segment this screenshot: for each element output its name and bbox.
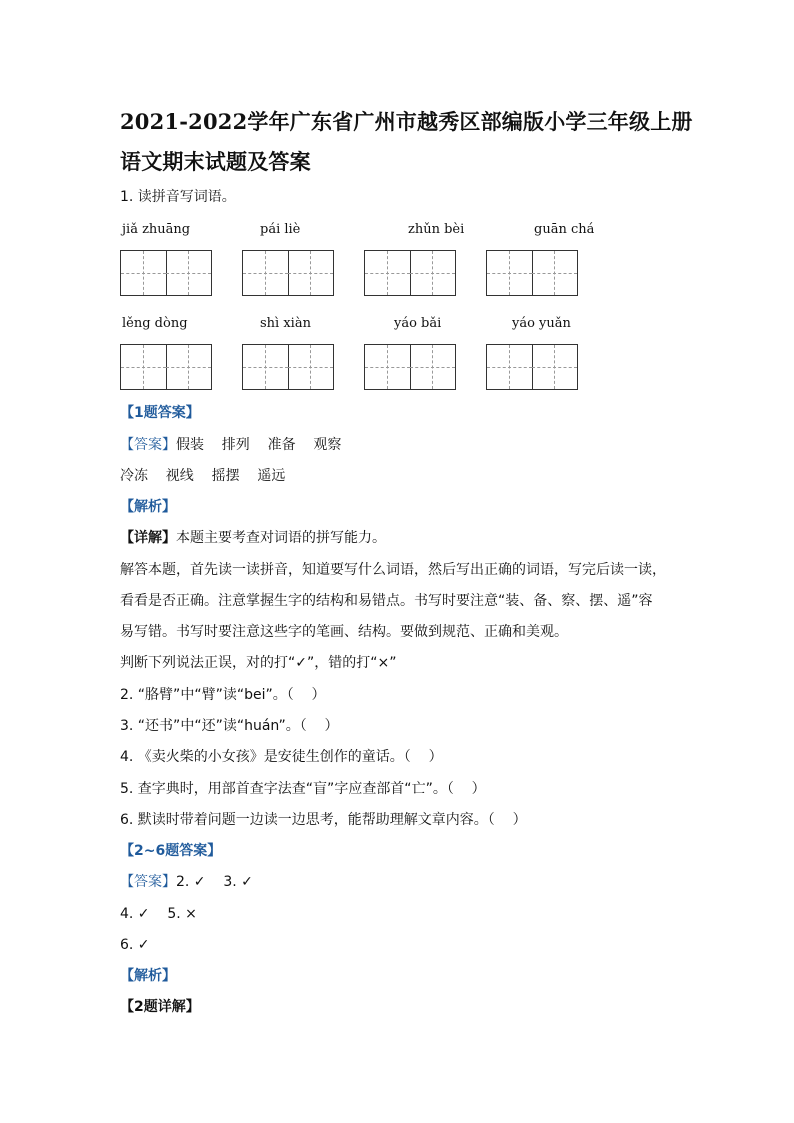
answer-tag: 【答案】 — [120, 437, 176, 453]
writing-grid-8[interactable] — [486, 344, 578, 390]
writing-grid-5[interactable] — [120, 344, 212, 390]
writing-grid-3[interactable] — [364, 250, 456, 296]
detail-2-header: 【2题详解】 — [120, 999, 200, 1015]
answer-1-header: 【1题答案】 — [120, 405, 200, 421]
answer-2-6-row-3: 6. ✓ — [120, 937, 150, 953]
answer-2-6-row-2: 4. ✓ 5. × — [120, 906, 197, 922]
questions-2-6-instruction: 判断下列说法正误，对的打“✓”，错的打“×” — [120, 655, 397, 671]
pinyin-6: shì xiàn — [260, 316, 311, 331]
pinyin-8: yáo yuǎn — [512, 316, 571, 331]
detail-tag: 【详解】 — [120, 530, 176, 546]
analysis-1-tag: 【解析】 — [120, 499, 176, 515]
answer-2-6-line-1 — [120, 873, 253, 891]
question-6: 6. 默读时带着问题一边读一边思考，能帮助理解文章内容。（ ） — [120, 812, 527, 828]
document-title-line-2: 语文期末试题及答案 — [120, 149, 311, 174]
detail-1-line — [120, 529, 386, 547]
writing-grid-7[interactable] — [364, 344, 456, 390]
pinyin-5: lěng dòng — [122, 316, 188, 331]
analysis-paragraph-line-3: 易写错。书写时要注意这些字的笔画、结构。要做到规范、正确和美观。 — [120, 624, 568, 640]
writing-grid-6[interactable] — [242, 344, 334, 390]
answer-2-6-row-1: 2. ✓ 3. ✓ — [176, 874, 253, 890]
writing-grid-1[interactable] — [120, 250, 212, 296]
question-5: 5. 查字典时，用部首查字法查“盲”字应查部首“亡”。（ ） — [120, 781, 486, 797]
question-4: 4. 《卖火柴的小女孩》是安徒生创作的童话。（ ） — [120, 749, 443, 765]
pinyin-3: zhǔn bèi — [408, 222, 465, 237]
answer-1-words-row-1: 假装 排列 准备 观察 — [176, 437, 342, 453]
question-3: 3. “还书”中“还”读“huán”。（ ） — [120, 718, 339, 734]
pinyin-2: pái liè — [260, 222, 301, 237]
detail-1-text: 本题主要考查对词语的拼写能力。 — [176, 530, 386, 546]
answer-1-line-1 — [120, 436, 341, 454]
answer-1-words-row-2: 冷冻 视线 摇摆 遥远 — [120, 468, 286, 484]
writing-grid-2[interactable] — [242, 250, 334, 296]
pinyin-4: guān chá — [534, 222, 595, 237]
analysis-paragraph-line-2: 看看是否正确。注意掌握生字的结构和易错点。书写时要注意“装、备、察、摆、遥”容 — [120, 593, 653, 609]
analysis-2-6-tag: 【解析】 — [120, 968, 176, 984]
answer-2-6-header: 【2~6题答案】 — [120, 843, 222, 859]
document-title-line-1: 2021-2022学年广东省广州市越秀区部编版小学三年级上册 — [120, 109, 693, 134]
pinyin-7: yáo bǎi — [394, 316, 442, 331]
question-2: 2. “胳臂”中“臂”读“bei”。（ ） — [120, 687, 326, 703]
answer-tag: 【答案】 — [120, 874, 176, 890]
analysis-paragraph-line-1: 解答本题，首先读一读拼音，知道要写什么词语，然后写出正确的词语，写完后读一读， — [120, 562, 666, 578]
pinyin-1: jiǎ zhuāng — [122, 222, 191, 237]
question-1-prompt: 1. 读拼音写词语。 — [120, 189, 236, 205]
writing-grid-4[interactable] — [486, 250, 578, 296]
